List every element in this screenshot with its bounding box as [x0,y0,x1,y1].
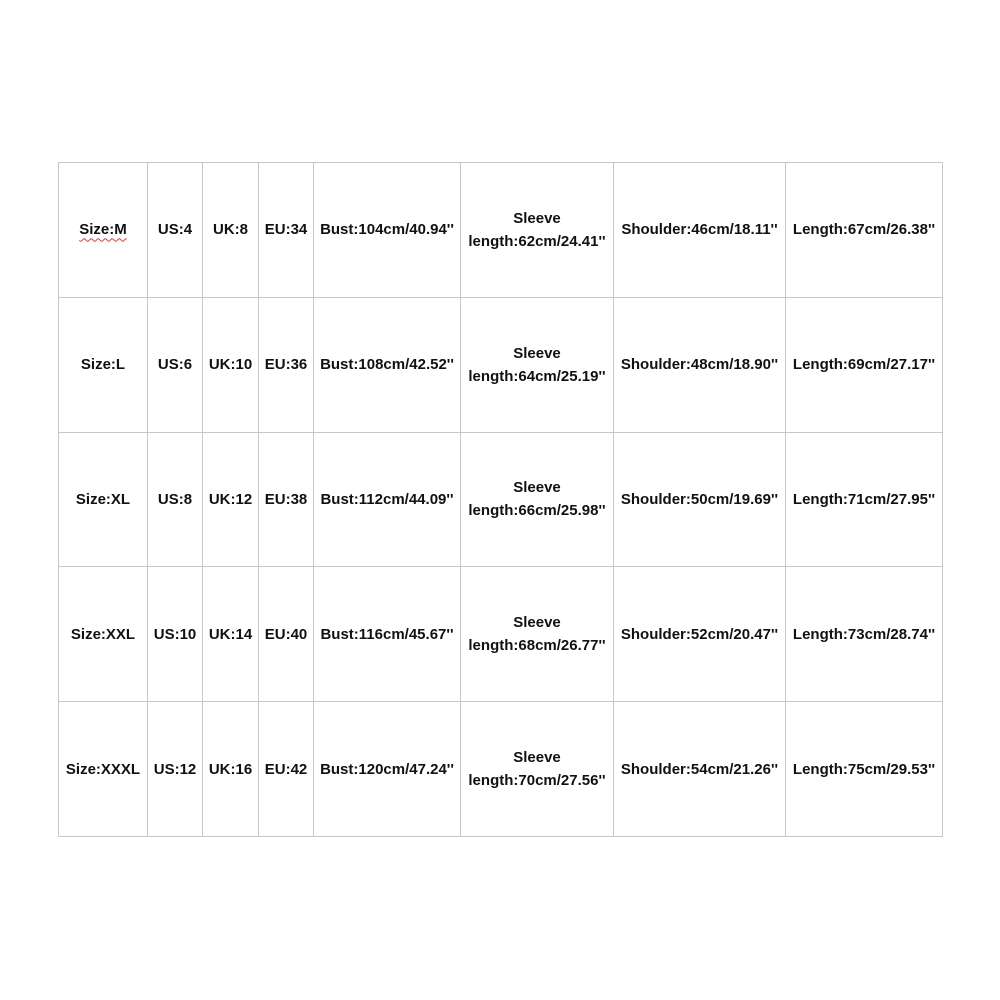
eu-size-cell: EU:40 [259,567,314,702]
uk-size-cell: UK:8 [203,163,259,298]
size-cell: Size:XL [59,432,148,567]
size-chart-table [58,162,943,837]
sleeve-value: length:64cm/25.19'' [468,367,606,385]
us-size-cell: US:8 [148,432,203,567]
sleeve-value: length:68cm/26.77'' [468,637,606,655]
us-size-cell: US:6 [148,297,203,432]
bust-cell: Bust:112cm/44.09'' [314,432,461,567]
bust-cell: Bust:120cm/47.24'' [314,702,461,837]
length-cell: Length:73cm/28.74'' [786,567,943,702]
shoulder-cell: Shoulder:54cm/21.26'' [614,702,786,837]
uk-size-cell: UK:14 [203,567,259,702]
eu-size-cell: EU:36 [259,297,314,432]
eu-size-cell: EU:42 [259,702,314,837]
table-row [59,702,943,837]
sleeve-value: length:70cm/27.56'' [468,772,606,790]
size-cell: Size:XXXL [59,702,148,837]
table-row [59,432,943,567]
size-cell: Size:L [59,297,148,432]
table-row [59,163,943,298]
length-cell: Length:71cm/27.95'' [786,432,943,567]
table-row [59,297,943,432]
sleeve-length-cell [461,702,614,837]
shoulder-cell: Shoulder:50cm/19.69'' [614,432,786,567]
sleeve-length-cell [461,432,614,567]
uk-size-cell: UK:16 [203,702,259,837]
sleeve-label: Sleeve [513,614,561,632]
us-size-cell: US:12 [148,702,203,837]
us-size-cell: US:4 [148,163,203,298]
table-row [59,567,943,702]
bust-cell: Bust:108cm/42.52'' [314,297,461,432]
sleeve-label: Sleeve [513,209,561,227]
eu-size-cell: EU:38 [259,432,314,567]
sleeve-length-cell [461,297,614,432]
size-label: Size:M [79,221,127,239]
uk-size-cell: UK:10 [203,297,259,432]
sleeve-length-cell [461,567,614,702]
sleeve-length-cell [461,163,614,298]
eu-size-cell: EU:34 [259,163,314,298]
sleeve-value: length:62cm/24.41'' [468,232,606,250]
shoulder-cell: Shoulder:48cm/18.90'' [614,297,786,432]
sleeve-label: Sleeve [513,749,561,767]
shoulder-cell: Shoulder:52cm/20.47'' [614,567,786,702]
bust-cell: Bust:104cm/40.94'' [314,163,461,298]
us-size-cell: US:10 [148,567,203,702]
size-cell [59,163,148,298]
uk-size-cell: UK:12 [203,432,259,567]
length-cell: Length:69cm/27.17'' [786,297,943,432]
bust-cell: Bust:116cm/45.67'' [314,567,461,702]
length-cell: Length:75cm/29.53'' [786,702,943,837]
sleeve-label: Sleeve [513,344,561,362]
length-cell: Length:67cm/26.38'' [786,163,943,298]
size-cell: Size:XXL [59,567,148,702]
sleeve-value: length:66cm/25.98'' [468,502,606,520]
sleeve-label: Sleeve [513,479,561,497]
shoulder-cell: Shoulder:46cm/18.11'' [614,163,786,298]
